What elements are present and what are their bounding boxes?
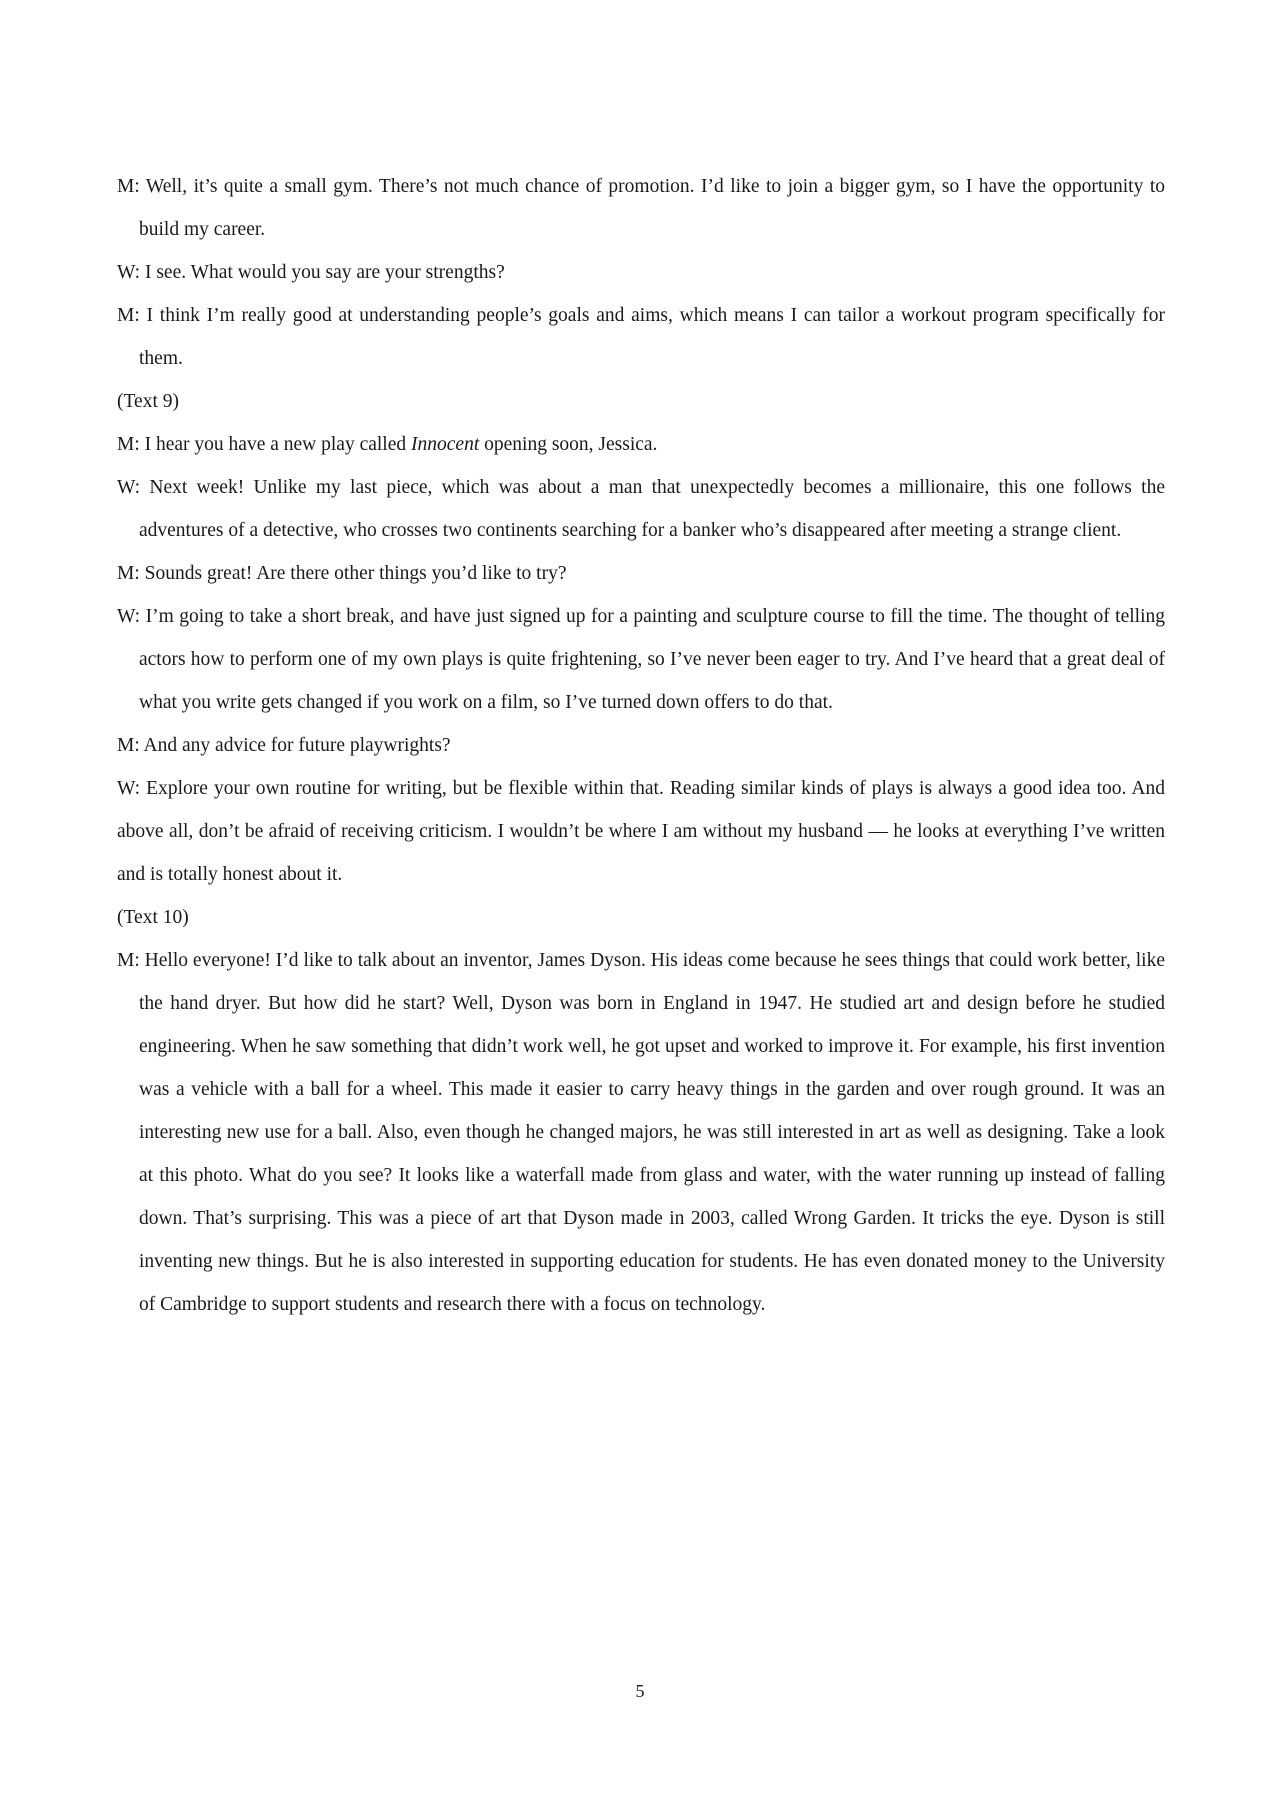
section-heading-text-9: (Text 9) <box>117 391 179 412</box>
monologue-paragraph: M: Hello everyone! I’d like to talk about an inventor, James Dyson. His ideas come because he sees things that could work better, like the hand dryer. But how did he start? Well, Dyson was born in England in 1947. He studied art and design before he studied engineering. When he saw something that didn’t work well, he got upset and worked to improve it. For example, his first invention was a vehicle with a ball for a wheel. This made it easier to carry heavy things in the garden and over rough ground. It was an interesting new use for a ball. Also, even though he changed majors, he was still interested in art as well as designing. Take a look at this photo. What do you see? It looks like a waterfall made from glass and water, with the water running up instead of falling down. That’s surprising. This was a piece of art that Dyson made in 2003, called Wrong Garden. It tricks the eye. Dyson is still inventing new things. But he is also interested in supporting education for students. He has even donated money to the University of Cambridge to support students and research there with a focus on technology. <box>117 950 1165 1315</box>
dialogue-line <box>117 423 1165 466</box>
dialogue-line: M: Sounds great! Are there other things you’d like to try? <box>117 563 567 584</box>
dialogue-line: M: Well, it’s quite a small gym. There’s not much chance of promotion. I’d like to join a bigger gym, so I have the opportunity to build my career. <box>117 176 1165 240</box>
page-number: 5 <box>635 1681 645 1701</box>
dialogue-line: W: I see. What would you say are your strengths? <box>117 262 505 283</box>
dialogue-line: W: Next week! Unlike my last piece, which was about a man that unexpectedly becomes a millionaire, this one follows the adventures of a detective, who crosses two continents searching for a banker who’s disappeared after meeting a strange client. <box>117 477 1165 541</box>
dialogue-line: M: I think I’m really good at understanding people’s goals and aims, which means I can tailor a workout program specifically for them. <box>117 305 1165 369</box>
line-text: opening soon, Jessica. <box>479 434 658 455</box>
section-heading-text-10: (Text 10) <box>117 907 189 928</box>
line-text: M: I hear you have a new play called <box>117 434 412 455</box>
dialogue-line: M: And any advice for future playwrights? <box>117 735 451 756</box>
play-title: Innocent <box>411 434 480 455</box>
transcript-body <box>117 165 1165 1326</box>
dialogue-line: W: Explore your own routine for writing, but be flexible within that. Reading similar kinds of plays is always a good idea too. And above all, don’t be afraid of receiving criticism. I wouldn’t be where I am without my husband — he looks at everything I’ve written and is totally honest about it. <box>117 778 1165 885</box>
dialogue-line: W: I’m going to take a short break, and have just signed up for a painting and sculpture course to fill the time. The thought of telling actors how to perform one of my own plays is quite frightening, so I’ve never been eager to try. And I’ve heard that a great deal of what you write gets changed if you work on a film, so I’ve turned down offers to do that. <box>117 606 1165 713</box>
